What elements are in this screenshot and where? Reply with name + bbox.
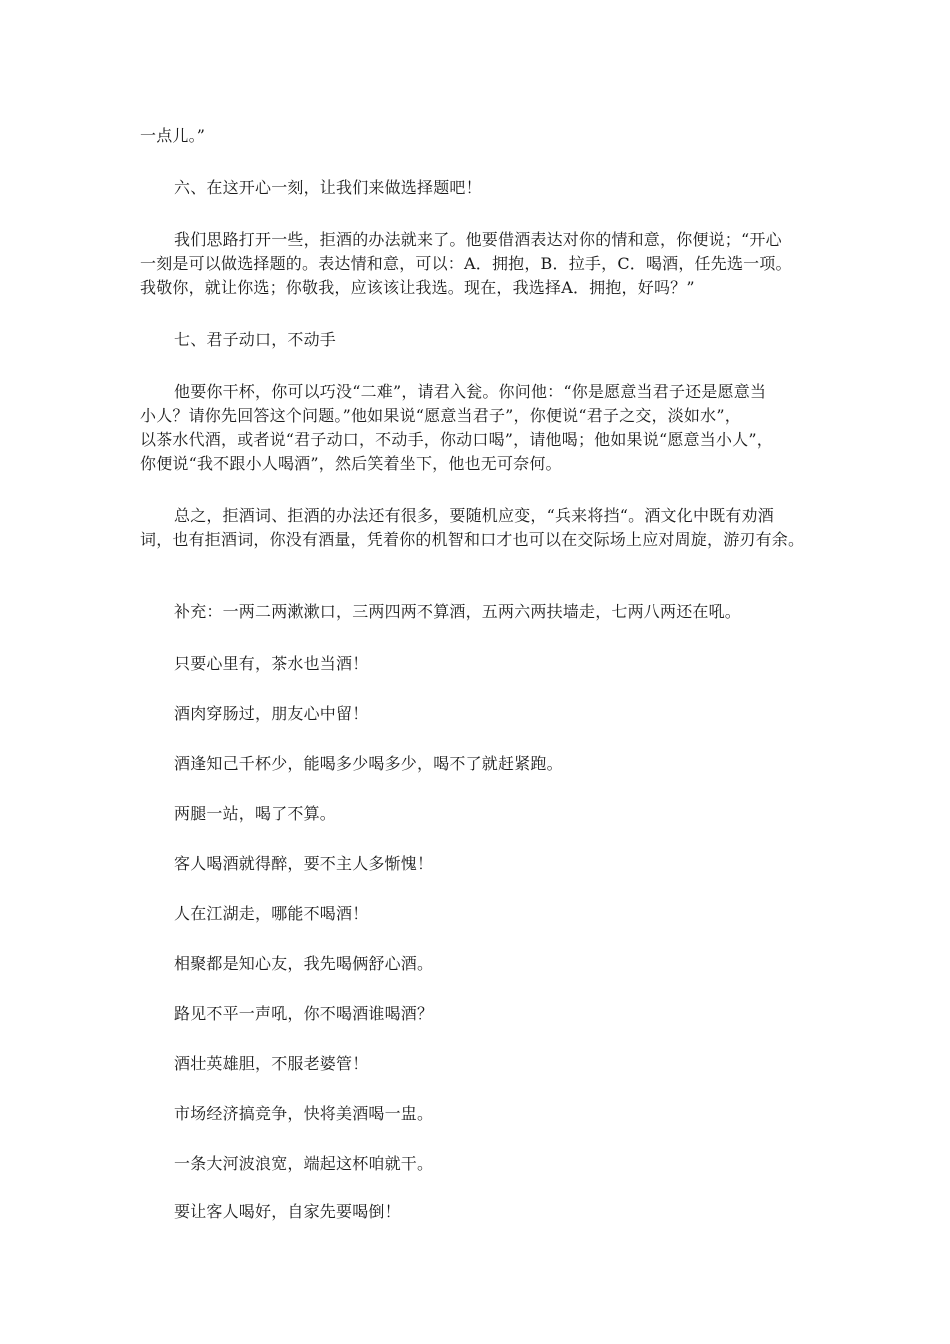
paragraph-7-line-1: 他要你干杯，你可以巧没“二难”，请君入瓮。你问他：“你是愿意当君子还是愿意当 [174, 382, 767, 401]
paragraph-6-line-2: 一刻是可以做选择题的。表达情和意，可以：A．拥抱，B．拉手，C．喝酒，任先选一项。 [140, 254, 792, 273]
paragraph-7-line-2: 小人？请你先回答这个问题。”他如果说“愿意当君子”，你便说“君子之交，淡如水”， [140, 406, 741, 425]
supplement-line-7: 人在江湖走，哪能不喝酒！ [174, 904, 369, 923]
supplement-line-3: 酒肉穿肠过，朋友心中留！ [174, 704, 369, 723]
supplement-line-9: 路见不平一声吼，你不喝酒谁喝酒？ [174, 1004, 434, 1023]
supplement-line-10: 酒壮英雄胆，不服老婆管！ [174, 1054, 369, 1073]
supplement-line-6: 客人喝酒就得醉，要不主人多惭愧！ [174, 854, 434, 873]
paragraph-7-line-3: 以茶水代酒，或者说“君子动口，不动手，你动口喝”，请他喝；他如果说“愿意当小人”， [140, 430, 773, 449]
supplement-line-2: 只要心里有，茶水也当酒！ [174, 654, 369, 673]
paragraph-7-line-4: 你便说“我不跟小人喝酒”，然后笑着坐下，他也无可奈何。 [140, 454, 562, 473]
paragraph-continuation: 一点儿。” [140, 126, 206, 145]
supplement-line-5: 两腿一站，喝了不算。 [174, 804, 337, 823]
supplement-line-13: 要让客人喝好，自家先要喝倒！ [174, 1202, 401, 1221]
supplement-line-4: 酒逢知己千杯少，能喝多少喝多少，喝不了就赶紧跑。 [174, 754, 563, 773]
paragraph-6-line-1: 我们思路打开一些，拒酒的办法就来了。他要借酒表达对你的情和意，你便说；“开心 [174, 230, 782, 249]
summary-line-2: 词，也有拒酒词，你没有酒量，凭着你的机智和口才也可以在交际场上应对周旋，游刃有余。 [140, 530, 805, 549]
supplement-line-8: 相聚都是知心友，我先喝俩舒心酒。 [174, 954, 434, 973]
section-heading-6: 六、在这开心一刻，让我们来做选择题吧！ [174, 178, 482, 197]
paragraph-6-line-3: 我敬你，就让你选；你敬我，应该该让我选。现在，我选择A．拥抱，好吗？” [140, 278, 695, 297]
supplement-line-12: 一条大河波浪宽，端起这杯咱就干。 [174, 1154, 434, 1173]
supplement-line-1: 补充：一两二两漱漱口，三两四两不算酒，五两六两扶墙走，七两八两还在吼。 [174, 602, 742, 621]
summary-line-1: 总之，拒酒词、拒酒的办法还有很多，要随机应变，“兵来将挡“。酒文化中既有劝酒 [174, 506, 774, 525]
section-heading-7: 七、君子动口，不动手 [174, 330, 337, 349]
supplement-line-11: 市场经济搞竞争，快将美酒喝一盅。 [174, 1104, 434, 1123]
